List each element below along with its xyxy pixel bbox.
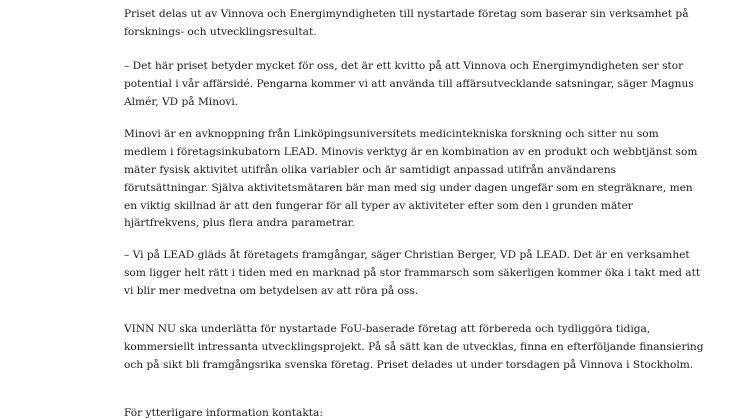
paragraph-line: För ytterligare information kontakta: (124, 407, 323, 419)
paragraph-line: vi blir mer medvetna om betydelsen av att röra på oss. (124, 284, 419, 297)
paragraph-line: VINN NU ska underlätta för nystartade FoU-baserade företag att förbereda och tydliggöra tidiga, (124, 323, 651, 335)
paragraph-line: mäter fysisk aktivitet utifrån olika variabler och är samtidigt anpassad utifrån användarens (124, 163, 617, 176)
paragraph-vinn-nu (124, 321, 704, 375)
paragraph-line: potential i vår affärsidé. Pengarna kommer vi att använda till affärsutvecklande satsningar, säger Magnus (124, 77, 694, 90)
paragraph-line: forsknings- och utvecklingsresultat. (124, 25, 317, 38)
paragraph-prize-intro (124, 6, 689, 42)
paragraph-line: Minovi är en avknoppning från Linköpingsuniversitets medicintekniska forskning och sitter nu som (124, 128, 659, 140)
paragraph-line: Priset delas ut av Vinnova och Energimyndigheten till nystartade företag som baserar sin verksamhet på (124, 8, 689, 20)
paragraph-line: hjärtfrekvens, plus flera andra parametrar. (124, 217, 355, 230)
paragraph-line: medlem i företagsinkubatorn LEAD. Minovis verktyg är en kombination av en produkt och webbtjänst som (124, 145, 698, 158)
paragraph-line: kommersiellt intressanta utvecklingsprojekt. På så sätt kan de utvecklas, finna en efterföljande finansiering (124, 340, 704, 353)
paragraph-contact-heading (124, 405, 664, 419)
paragraph-line: och på sikt bli framgångsrika svenska företag. Priset delades ut under torsdagen på Vinnova i Stockholm. (124, 358, 694, 371)
paragraph-quote-lead (124, 247, 701, 301)
paragraph-line: en viktig skillnad är att den fungerar för all typer av aktiviteter efter som den i grunden mäter (124, 199, 633, 212)
paragraph-line: förutsättningar. Själva aktivitetsmätaren bär man med sig under dagen ungefär som en stegräknare, men (124, 181, 693, 194)
paragraph-line: som ligger helt rätt i tiden med en marknad på stor frammarsch som säkerligen kommer öka i takt med att (124, 266, 701, 279)
paragraph-line: – Det här priset betyder mycket för oss, det är ett kvitto på att Vinnova och Energimyndigheten ser stor (124, 60, 684, 72)
paragraph-line: – Vi på LEAD gläds åt företagets framgångar, säger Christian Berger, VD på LEAD. Det är en verksamhet (124, 249, 690, 261)
paragraph-minovi-description (124, 126, 698, 233)
paragraph-quote-minovi (124, 58, 694, 112)
paragraph-line: Almér, VD på Minovi. (124, 95, 239, 108)
